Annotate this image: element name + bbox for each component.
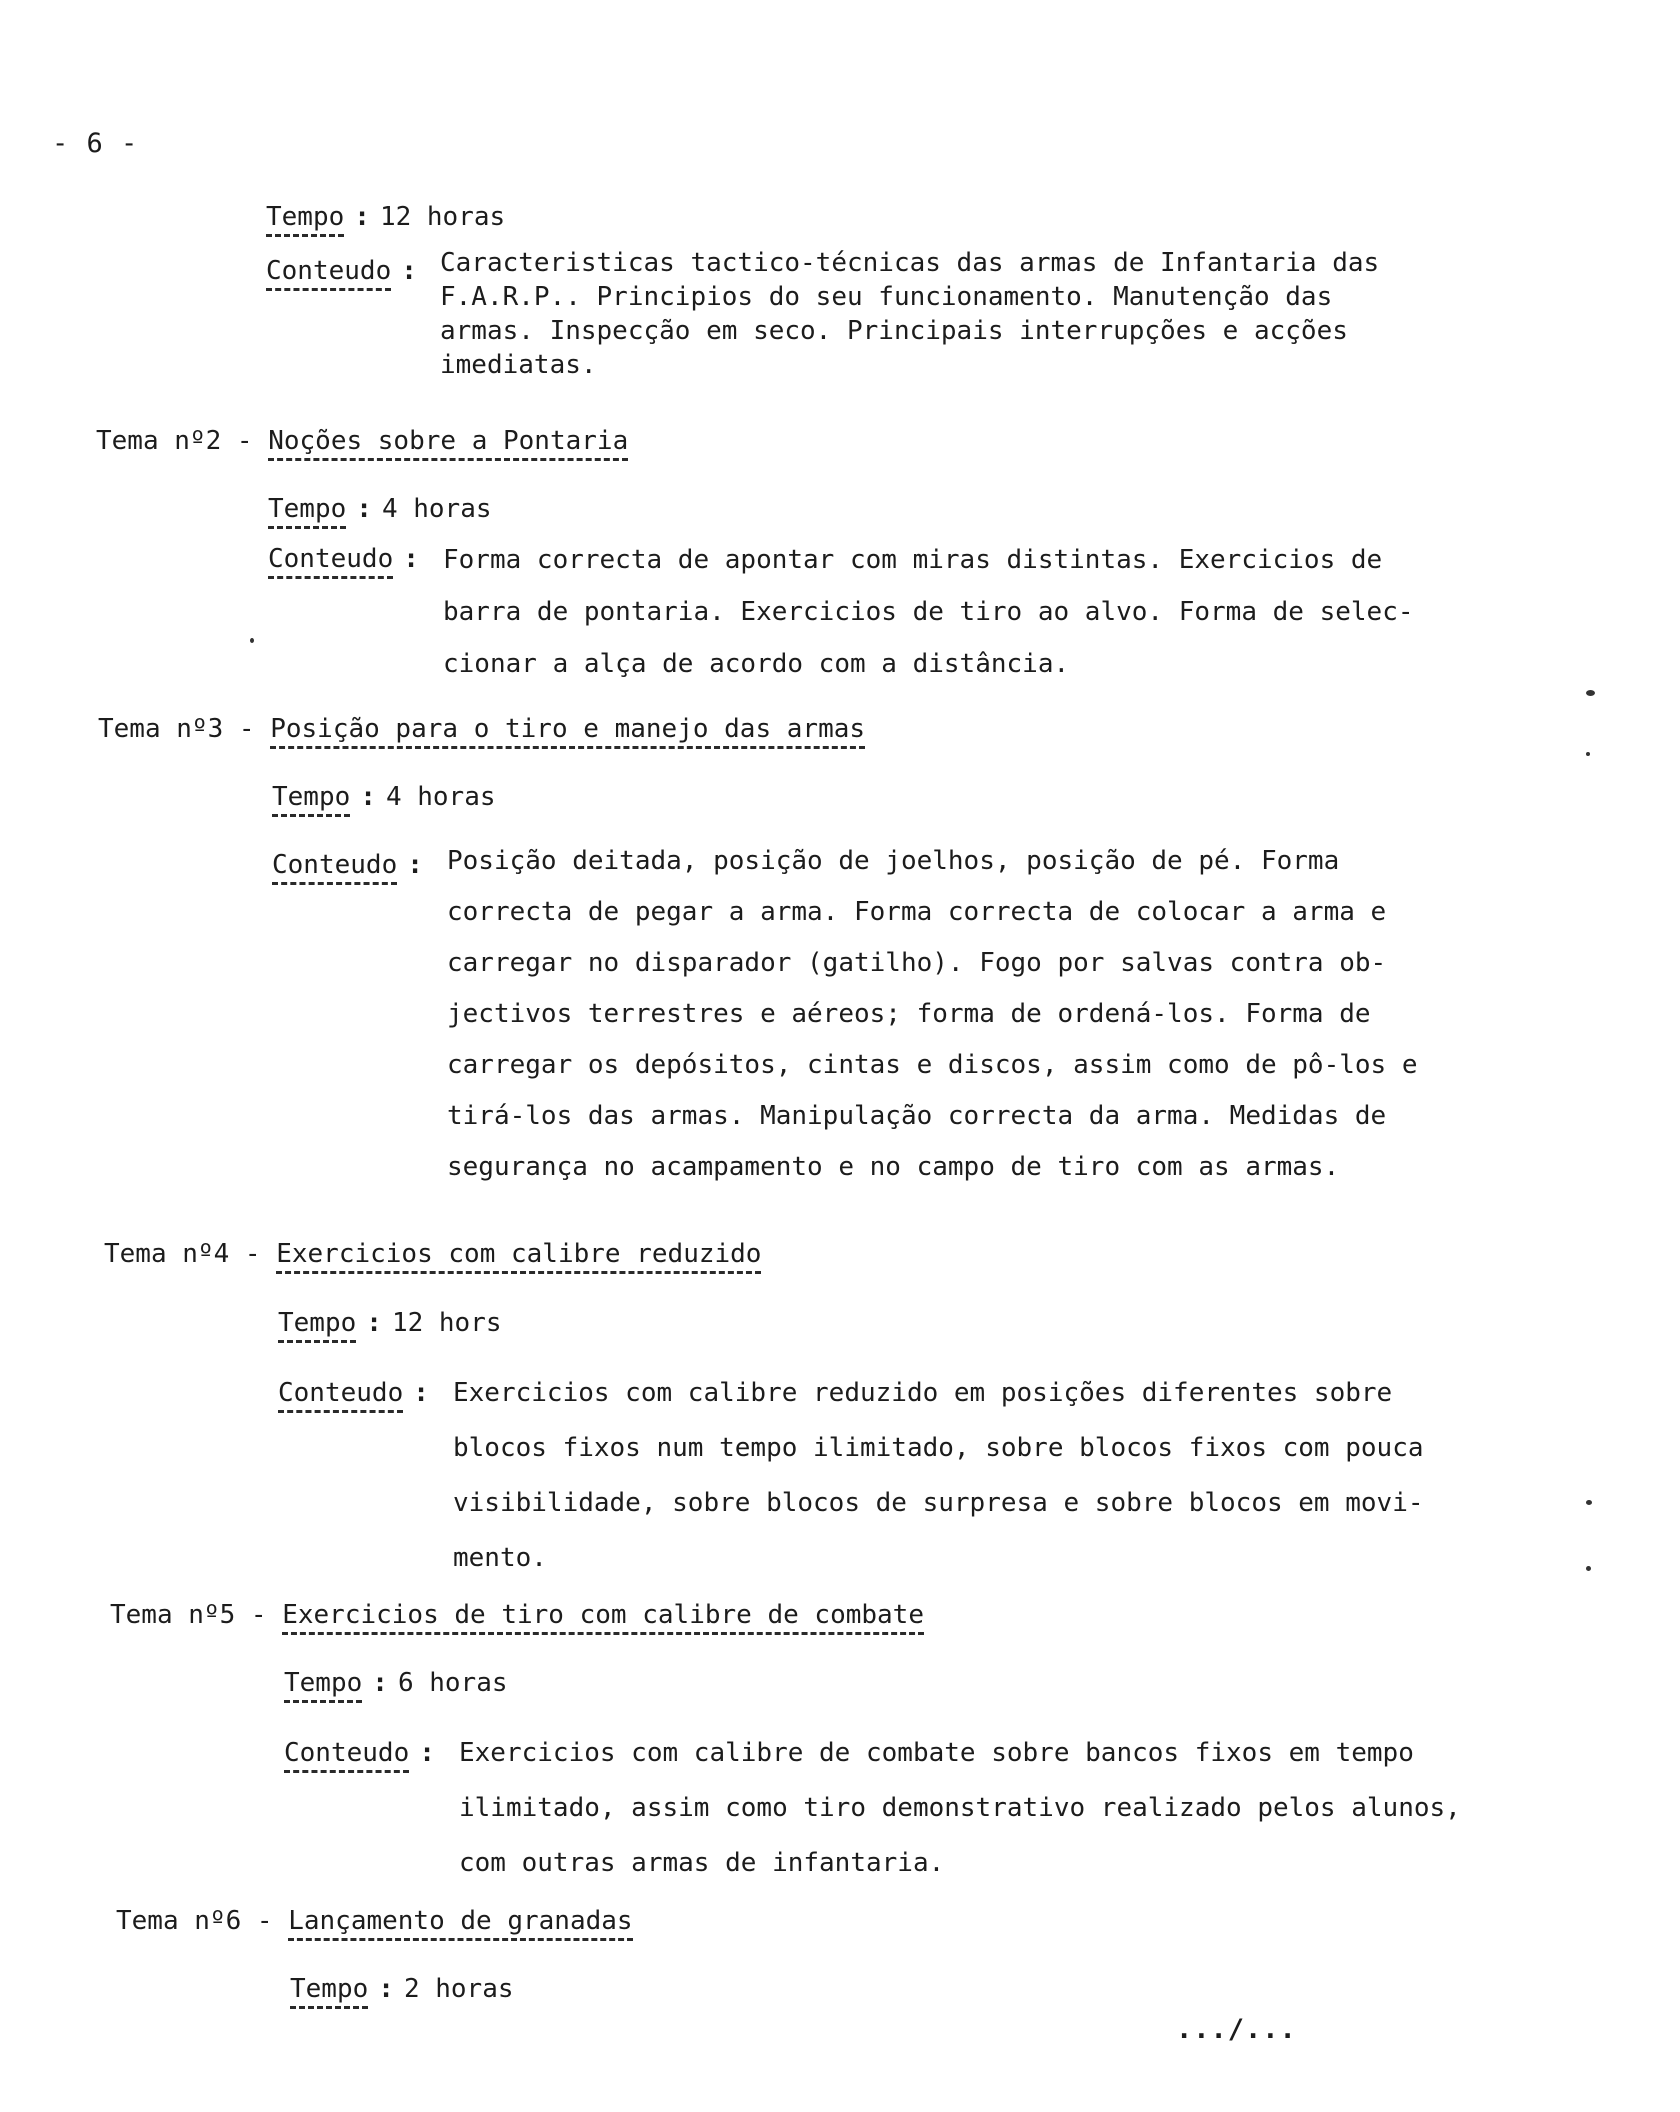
conteudo-line: tirá-los das armas. Manipulação correcta da arma. Medidas de (447, 1101, 1387, 1131)
tema-2-conteudo-text (443, 534, 1414, 690)
tema-4-conteudo-label-line: Conteudo : (278, 1376, 439, 1410)
tema-prefix: Tema nº4 - (104, 1239, 261, 1269)
conteudo-line: Caracteristicas tactico-técnicas das armas de Infantaria das (440, 248, 1380, 278)
conteudo-label: Conteudo (268, 544, 393, 579)
tema-2-conteudo-label-line: Conteudo : (268, 542, 429, 576)
conteudo-line: Exercicios com calibre reduzido em posições diferentes sobre (453, 1378, 1393, 1408)
scan-speck (1586, 752, 1590, 756)
conteudo-line: correcta de pegar a arma. Forma correcta de colocar a arma e (447, 897, 1387, 927)
tempo-label: Tempo (278, 1308, 356, 1343)
scan-speck (250, 638, 254, 643)
tempo-label: Tempo (290, 1974, 368, 2009)
tempo-label: Tempo (266, 202, 344, 237)
conteudo-line: carregar no disparador (gatilho). Fogo por salvas contra ob- (447, 948, 1387, 978)
tema-title: Posição para o tiro e manejo das armas (270, 714, 865, 749)
conteudo-label: Conteudo (284, 1738, 409, 1773)
tema-4-heading (104, 1237, 761, 1271)
conteudo-line: armas. Inspecção em seco. Principais interrupções e acções (440, 316, 1348, 346)
scan-speck (1586, 690, 1595, 696)
conteudo-label: Conteudo (272, 850, 397, 885)
conteudo-line: barra de pontaria. Exercicios de tiro ao alvo. Forma de selec- (443, 597, 1414, 627)
conteudo-line: blocos fixos num tempo ilimitado, sobre blocos fixos com pouca (453, 1433, 1424, 1463)
tema-prefix: Tema nº6 - (116, 1906, 273, 1936)
tema-3-conteudo-text (447, 836, 1418, 1193)
intro-conteudo-text (440, 246, 1379, 382)
conteudo-label: Conteudo (278, 1378, 403, 1413)
conteudo-line: cionar a alça de acordo com a distância. (443, 649, 1070, 679)
tempo-value: 2 horas (403, 1974, 514, 2004)
conteudo-line: ilimitado, assim como tiro demonstrativo realizado pelos alunos, (459, 1793, 1461, 1823)
tempo-label: Tempo (284, 1668, 362, 1703)
tempo-label: Tempo (272, 782, 350, 817)
tema-prefix: Tema nº3 - (98, 714, 255, 744)
conteudo-line: jectivos terrestres e aéreos; forma de ordená-los. Forma de (447, 999, 1371, 1029)
conteudo-line: mento. (453, 1543, 547, 1573)
tema-3-tempo-line: Tempo : 4 horas (272, 780, 496, 814)
conteudo-label: Conteudo (266, 256, 391, 291)
tempo-value: 12 hors (391, 1308, 502, 1338)
tema-6-heading (116, 1904, 633, 1938)
tema-title: Noções sobre a Pontaria (268, 426, 628, 461)
tema-3-conteudo-label-line: Conteudo : (272, 848, 433, 882)
tema-title: Exercicios com calibre reduzido (276, 1239, 761, 1274)
tema-2-tempo-line: Tempo : 4 horas (268, 492, 492, 526)
tema-5-conteudo-label-line: Conteudo : (284, 1736, 445, 1770)
conteudo-line: visibilidade, sobre blocos de surpresa e sobre blocos em movi- (453, 1488, 1424, 1518)
tema-title: Lançamento de granadas (288, 1906, 632, 1941)
tempo-value: 4 horas (385, 782, 496, 812)
tema-5-conteudo-text (459, 1726, 1461, 1891)
scan-speck (1586, 1500, 1592, 1505)
tema-2-heading (96, 424, 628, 458)
conteudo-line: F.A.R.P.. Principios do seu funcionamento. Manutenção das (440, 282, 1333, 312)
tema-5-heading (110, 1598, 924, 1632)
conteudo-line: com outras armas de infantaria. (459, 1848, 945, 1878)
tema-3-heading (98, 712, 865, 746)
tema-6-tempo-line: Tempo : 2 horas (290, 1972, 514, 2006)
conteudo-line: carregar os depósitos, cintas e discos, assim como de pô-los e (447, 1050, 1418, 1080)
tema-prefix: Tema nº5 - (110, 1600, 267, 1630)
tempo-value: 12 horas (379, 202, 506, 232)
conteudo-line: Forma correcta de apontar com miras distintas. Exercicios de (443, 545, 1383, 575)
conteudo-line: imediatas. (440, 350, 597, 380)
tempo-value: 4 horas (381, 494, 492, 524)
tema-5-tempo-line: Tempo : 6 horas (284, 1666, 508, 1700)
page-number: - 6 - (52, 128, 139, 159)
intro-conteudo-label-line: Conteudo : (266, 254, 427, 288)
tema-4-tempo-line: Tempo : 12 hors (278, 1306, 502, 1340)
continuation-mark: .../... (1176, 2014, 1297, 2045)
tema-prefix: Tema nº2 - (96, 426, 253, 456)
tempo-label: Tempo (268, 494, 346, 529)
tema-4-conteudo-text (453, 1366, 1424, 1586)
scan-speck (1586, 1566, 1591, 1571)
conteudo-line: Exercicios com calibre de combate sobre bancos fixos em tempo (459, 1738, 1414, 1768)
tema-title: Exercicios de tiro com calibre de combate (282, 1600, 924, 1635)
conteudo-line: Posição deitada, posição de joelhos, posição de pé. Forma (447, 846, 1340, 876)
tempo-value: 6 horas (397, 1668, 508, 1698)
intro-tempo-line: Tempo : 12 horas (266, 200, 505, 234)
conteudo-line: segurança no acampamento e no campo de tiro com as armas. (447, 1152, 1340, 1182)
